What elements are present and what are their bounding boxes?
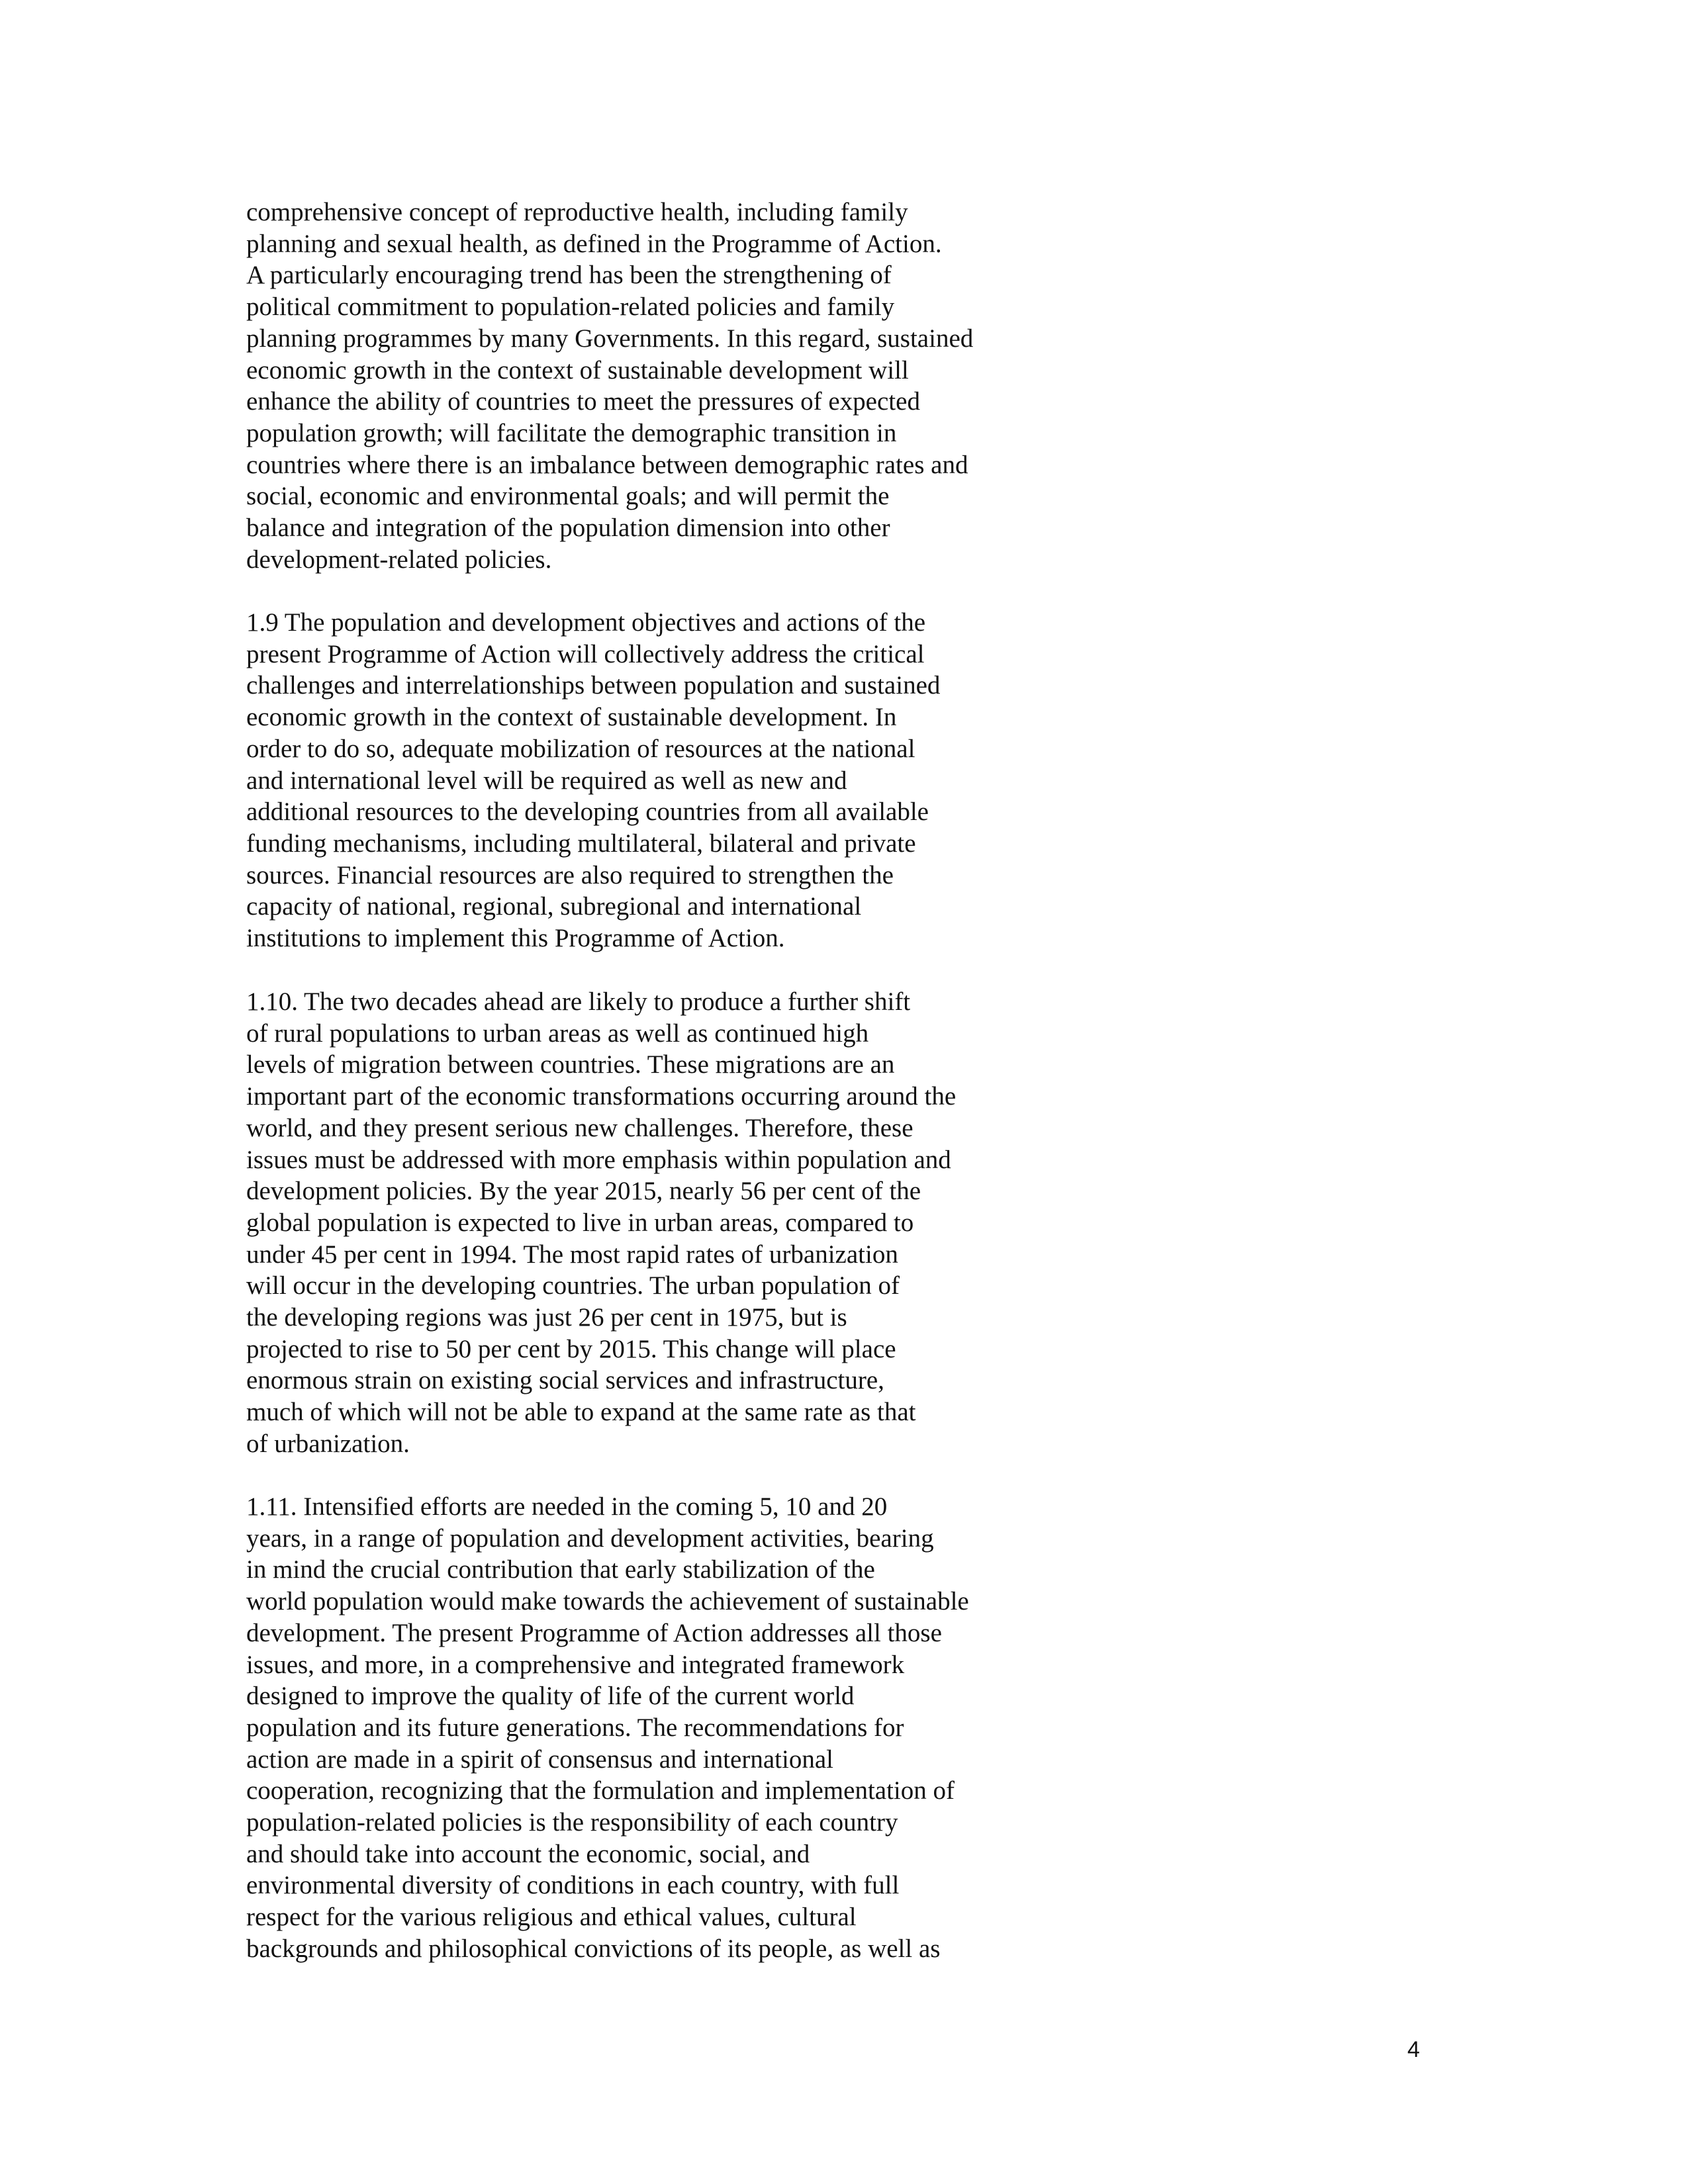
text-line: development. The present Programme of Action addresses all those bbox=[246, 1618, 942, 1647]
text-line: capacity of national, regional, subregional and international bbox=[246, 892, 862, 921]
text-line: population and its future generations. The recommendations for bbox=[246, 1713, 904, 1742]
text-line: world, and they present serious new challenges. Therefore, these bbox=[246, 1113, 914, 1142]
text-line: 1.10. The two decades ahead are likely to produce a further shift bbox=[246, 987, 911, 1016]
text-line: backgrounds and philosophical convictions of its people, as well as bbox=[246, 1934, 941, 1963]
text-line: levels of migration between countries. These migrations are an bbox=[246, 1050, 895, 1079]
text-line: will occur in the developing countries. The urban population of bbox=[246, 1271, 900, 1300]
text-line: global population is expected to live in urban areas, compared to bbox=[246, 1208, 914, 1237]
text-line: sources. Financial resources are also required to strengthen the bbox=[246, 860, 894, 889]
text-line: comprehensive concept of reproductive health, including family bbox=[246, 198, 908, 226]
text-line: planning programmes by many Governments. In this regard, sustained bbox=[246, 324, 974, 353]
text-line: respect for the various religious and ethical values, cultural bbox=[246, 1903, 857, 1932]
text-line: projected to rise to 50 per cent by 2015. This change will place bbox=[246, 1334, 896, 1363]
text-line: political commitment to population-related policies and family bbox=[246, 293, 895, 322]
paragraph-1-11 bbox=[246, 1491, 1080, 1965]
text-line: enhance the ability of countries to meet the pressures of expected bbox=[246, 387, 920, 416]
text-line: enormous strain on existing social services and infrastructure, bbox=[246, 1366, 884, 1395]
text-line: A particularly encouraging trend has been the strengthening of bbox=[246, 261, 892, 290]
text-line: challenges and interrelationships between population and sustained bbox=[246, 671, 941, 700]
paragraph-continuation bbox=[246, 197, 1080, 575]
text-line: world population would make towards the achievement of sustainable bbox=[246, 1587, 969, 1616]
text-line: additional resources to the developing countries from all available bbox=[246, 797, 929, 827]
text-line: and international level will be required as well as new and bbox=[246, 766, 847, 795]
text-line: economic growth in the context of sustainable development. In bbox=[246, 703, 897, 732]
text-line: of rural populations to urban areas as well as continued high bbox=[246, 1019, 869, 1048]
text-line: environmental diversity of conditions in each country, with full bbox=[246, 1871, 900, 1900]
paragraph-1-9 bbox=[246, 607, 1080, 954]
text-line: the developing regions was just 26 per cent in 1975, but is bbox=[246, 1303, 847, 1332]
text-line: balance and integration of the population dimension into other bbox=[246, 514, 890, 543]
text-line: cooperation, recognizing that the formulation and implementation of bbox=[246, 1776, 955, 1805]
text-line: institutions to implement this Programme of Action. bbox=[246, 924, 785, 953]
text-line: economic growth in the context of sustainable development will bbox=[246, 355, 909, 385]
text-line: social, economic and environmental goals; and will permit the bbox=[246, 482, 890, 511]
text-line: issues, and more, in a comprehensive and integrated framework bbox=[246, 1650, 905, 1679]
text-line: development-related policies. bbox=[246, 545, 552, 574]
text-line: 1.9 The population and development objectives and actions of the bbox=[246, 608, 926, 637]
text-line: population-related policies is the responsibility of each country bbox=[246, 1808, 898, 1837]
text-line: 1.11. Intensified efforts are needed in the coming 5, 10 and 20 bbox=[246, 1492, 888, 1521]
text-line: important part of the economic transformations occurring around the bbox=[246, 1082, 957, 1111]
text-line: planning and sexual health, as defined in the Programme of Action. bbox=[246, 229, 942, 258]
text-line: action are made in a spirit of consensus and international bbox=[246, 1745, 833, 1774]
text-line: funding mechanisms, including multilateral, bilateral and private bbox=[246, 829, 916, 858]
text-line: designed to improve the quality of life of the current world bbox=[246, 1682, 855, 1711]
text-line: order to do so, adequate mobilization of resources at the national bbox=[246, 734, 915, 763]
text-line: present Programme of Action will collectively address the critical bbox=[246, 639, 925, 668]
text-line: and should take into account the economic, social, and bbox=[246, 1839, 810, 1868]
text-line: development policies. By the year 2015, nearly 56 per cent of the bbox=[246, 1177, 921, 1206]
text-line: years, in a range of population and development activities, bearing bbox=[246, 1524, 934, 1553]
page-number: 4 bbox=[1407, 2037, 1420, 2062]
text-line: countries where there is an imbalance between demographic rates and bbox=[246, 450, 968, 479]
text-line: under 45 per cent in 1994. The most rapid rates of urbanization bbox=[246, 1240, 898, 1269]
text-line: of urbanization. bbox=[246, 1429, 410, 1458]
text-line: in mind the crucial contribution that early stabilization of the bbox=[246, 1555, 875, 1584]
text-line: issues must be addressed with more emphasis within population and bbox=[246, 1145, 951, 1174]
text-line: much of which will not be able to expand at the same rate as that bbox=[246, 1398, 916, 1427]
paragraph-1-10 bbox=[246, 986, 1080, 1460]
text-line: population growth; will facilitate the demographic transition in bbox=[246, 418, 897, 447]
